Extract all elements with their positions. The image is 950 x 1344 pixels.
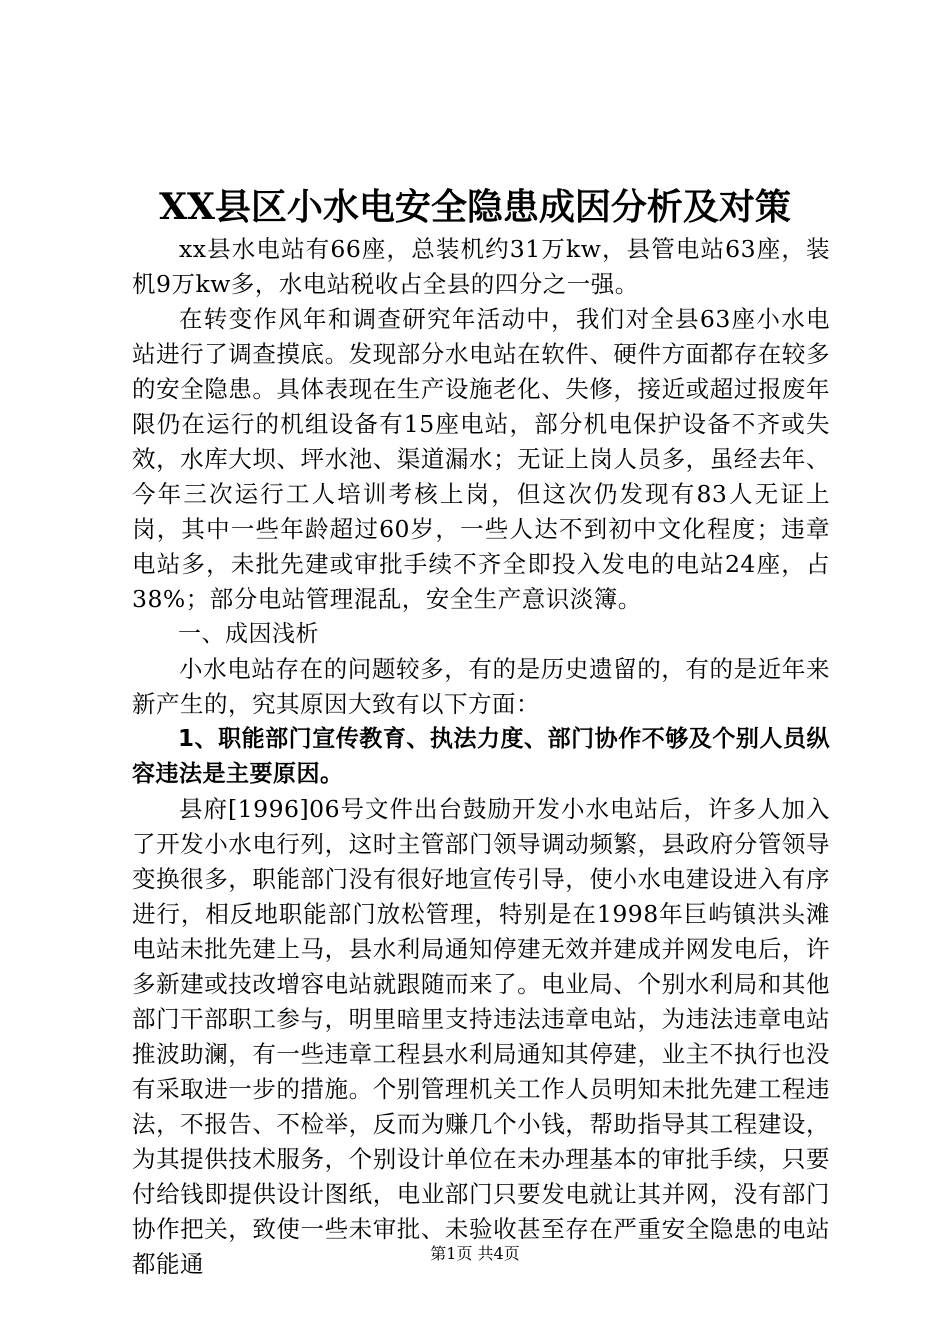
paragraph-causes-intro: 小水电站存在的问题较多，有的是历史遗留的，有的是近年来新产生的，究其原因大致有以下方面： [132, 655, 830, 718]
subsection-heading: 1、职能部门宣传教育、执法力度、部门协作不够及个别人员纵容违法是主要原因。 [132, 726, 830, 787]
document-body [132, 232, 830, 1282]
paragraph-survey: 在转变作风年和调查研究年活动中，我们对全县63座小水电站进行了调查摸底。发现部分水电站在软件、硬件方面都存在较多的安全隐患。具体表现在生产设施老化、失修，接近或超过报废年限仍在运行的机组设备有15座电站，部分机电保护设备不齐或失效，水库大坝、坪水池、渠道漏水；无证上岗人员多，虽经去年、今年三次运行工人培训考核上岗，但这次仍发现有83人无证上岗，其中一些年龄超过60岁，一些人达不到初中文化程度；违章电站多，未批先建或审批手续不齐全即投入发电的电站24座，占38%；部分电站管理混乱，安全生产意识淡簿。 [132, 305, 830, 613]
section-heading: 一、成因浅析 [178, 621, 319, 647]
paragraph-cause-detail: 县府[1996]06号文件出台鼓励开发小水电站后，许多人加入了开发小水电行列，这时主管部门领导调动频繁，县政府分管领导变换很多，职能部门没有很好地宣传引导，使小水电建设进入有序进行，相反地职能部门放松管理，特别是在1998年巨屿镇洪头滩电站未批先建上马，县水利局通知停建无效并建成并网发电后，许多新建或技改增容电站就跟随而来了。电业局、个别水利局和其他部门干部职工参与，明里暗里支持违法违章电站，为违法违章电站推波助澜，有一些违章工程县水利局通知其停建，业主不执行也没有采取进一步的措施。个别管理机关工作人员明知未批先建工程违法，不报告、不检举，反而为赚几个小钱，帮助指导其工程建设，为其提供技术服务，个别设计单位在未办理基本的审批手续，只要付给钱即提供设计图纸，电业部门只要发电就让其并网，没有部门协作把关，致使一些未审批、未验收甚至存在严重安全隐患的电站都能通 [132, 795, 830, 1278]
page-footer: 第1页 共4页 [430, 1244, 520, 1263]
document-title: XX县区小水电安全隐患成因分析及对策 [159, 186, 791, 228]
paragraph-intro: xx县水电站有66座，总装机约31万kw，县管电站63座，装机9万kw多，水电站税收占全县的四分之一强。 [132, 235, 830, 298]
